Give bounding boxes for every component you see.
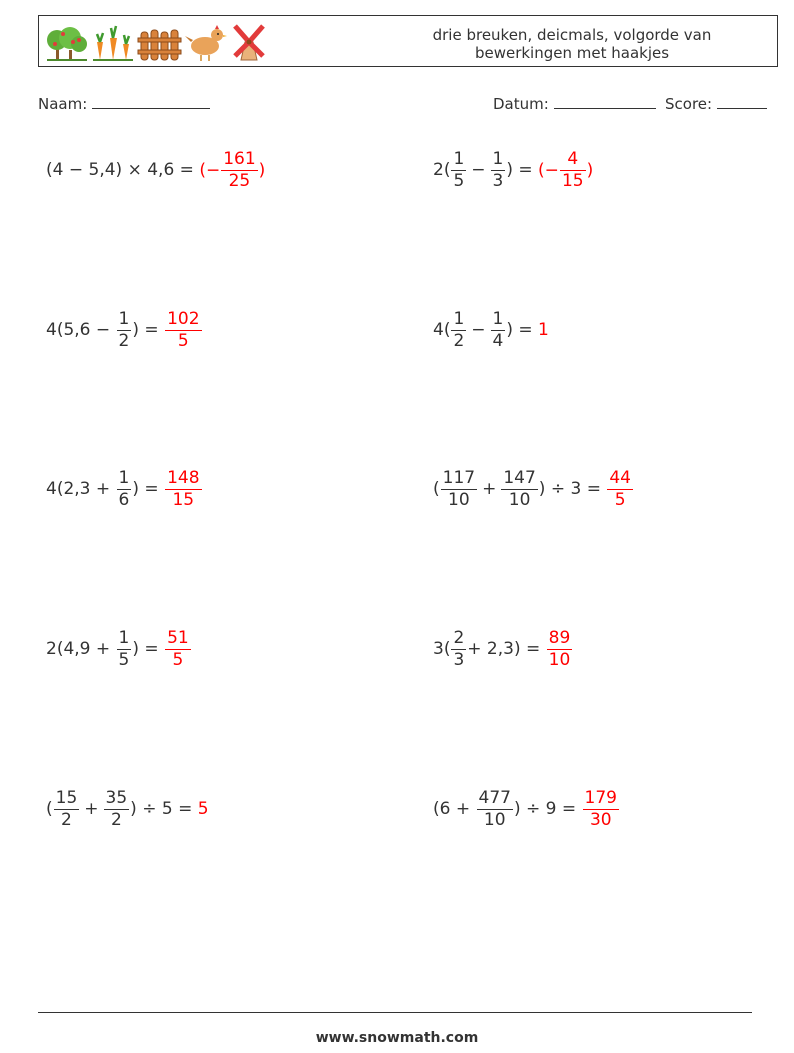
problem-6: ( $\frac{117}{10}$ + $\frac{147}{10}$ ) ÷ 3 = $\frac{44}{5}$ — [433, 468, 631, 510]
score-field — [665, 94, 767, 113]
answer: (− $\frac{161}{25}$ ) — [199, 149, 266, 191]
footer-url[interactable]: www.snowmath.com — [315, 1030, 479, 1046]
problem-9: ( $\frac{15}{2}$ + $\frac{35}{2}$ ) ÷ 5 = 5 — [46, 788, 209, 830]
problem-2: 2( $\frac{1}{5}$ − $\frac{1}{3}$ ) = (− $\frac{4}{15}$ ) — [433, 149, 594, 191]
score-label: Score: — [665, 95, 713, 113]
score-blank[interactable] — [717, 94, 767, 109]
problem-4: 4( $\frac{1}{2}$ − $\frac{1}{4}$ ) = 1 — [433, 309, 549, 351]
hen-icon — [185, 25, 227, 61]
fraction: $\frac{1}{5}$ — [453, 149, 465, 191]
worksheet-title: drie breuken, deicmals, volgorde van bewerkingen met haakjes — [432, 26, 712, 62]
name-blank[interactable] — [92, 94, 210, 109]
fraction: $\frac{1}{5}$ — [118, 628, 130, 670]
fraction: $\frac{1}{3}$ — [492, 149, 504, 191]
expression-text: 4(2,3 + — [46, 479, 111, 499]
name-label: Naam: — [38, 95, 88, 113]
header-box — [38, 15, 778, 67]
expression-text: 2(4,9 + — [46, 639, 111, 659]
expression-text: 4(5,6 − — [46, 320, 111, 340]
problem-10: (6 + $\frac{477}{10}$ ) ÷ 9 = $\frac{179}{30}$ — [433, 788, 617, 830]
fraction: $\frac{1}{4}$ — [492, 309, 504, 351]
carrot-icon — [93, 26, 133, 61]
name-field — [38, 94, 210, 113]
answer: $\frac{179}{30}$ — [584, 788, 617, 830]
fraction: $\frac{35}{2}$ — [105, 788, 128, 830]
date-blank[interactable] — [554, 94, 656, 109]
answer: 1 — [538, 320, 549, 340]
footer-divider — [38, 1012, 752, 1013]
expression-text: 3( — [433, 639, 451, 659]
problem-1 — [46, 151, 265, 190]
tree-icon — [47, 27, 87, 61]
expression-text: 2( — [433, 160, 451, 180]
answer: $\frac{89}{10}$ — [548, 628, 571, 670]
fraction: $\frac{1}{6}$ — [118, 468, 130, 510]
answer: $\frac{102}{5}$ — [167, 309, 200, 351]
date-label: Datum: — [493, 95, 549, 113]
expression-text: (4 − 5,4) × 4,6 = — [46, 160, 194, 180]
fraction: $\frac{117}{10}$ — [442, 468, 476, 510]
fence-icon — [138, 30, 181, 60]
answer: (− $\frac{4}{15}$ ) — [538, 149, 594, 191]
answer: 5 — [197, 799, 209, 819]
answer: $\frac{44}{5}$ — [609, 468, 631, 510]
fraction: $\frac{477}{10}$ — [478, 788, 511, 830]
expression-text: (6 + — [433, 799, 471, 819]
windmill-icon — [235, 26, 263, 60]
fraction: $\frac{1}{2}$ — [118, 309, 130, 351]
fraction: $\frac{147}{10}$ — [503, 468, 536, 510]
header-icons — [45, 20, 265, 64]
expression-text: ( — [433, 479, 440, 499]
fraction: $\frac{1}{2}$ — [453, 309, 465, 351]
problem-8: 3( $\frac{2}{3}$ + 2,3) = $\frac{89}{10}$ — [433, 628, 571, 670]
expression-text: 4( — [433, 320, 451, 340]
fraction: $\frac{15}{2}$ — [55, 788, 78, 830]
date-field — [493, 94, 656, 113]
answer: $\frac{148}{15}$ — [167, 468, 200, 510]
fraction: $\frac{2}{3}$ — [453, 628, 465, 670]
problem-3: 4(5,6 − $\frac{1}{2}$ ) = $\frac{102}{5}$ — [46, 309, 200, 351]
problem-7: 2(4,9 + $\frac{1}{5}$ ) = $\frac{51}{5}$ — [46, 628, 189, 670]
expression-text: ( — [46, 799, 53, 819]
problem-5: 4(2,3 + $\frac{1}{6}$ ) = $\frac{148}{15}$ — [46, 468, 200, 510]
answer: $\frac{51}{5}$ — [167, 628, 189, 670]
